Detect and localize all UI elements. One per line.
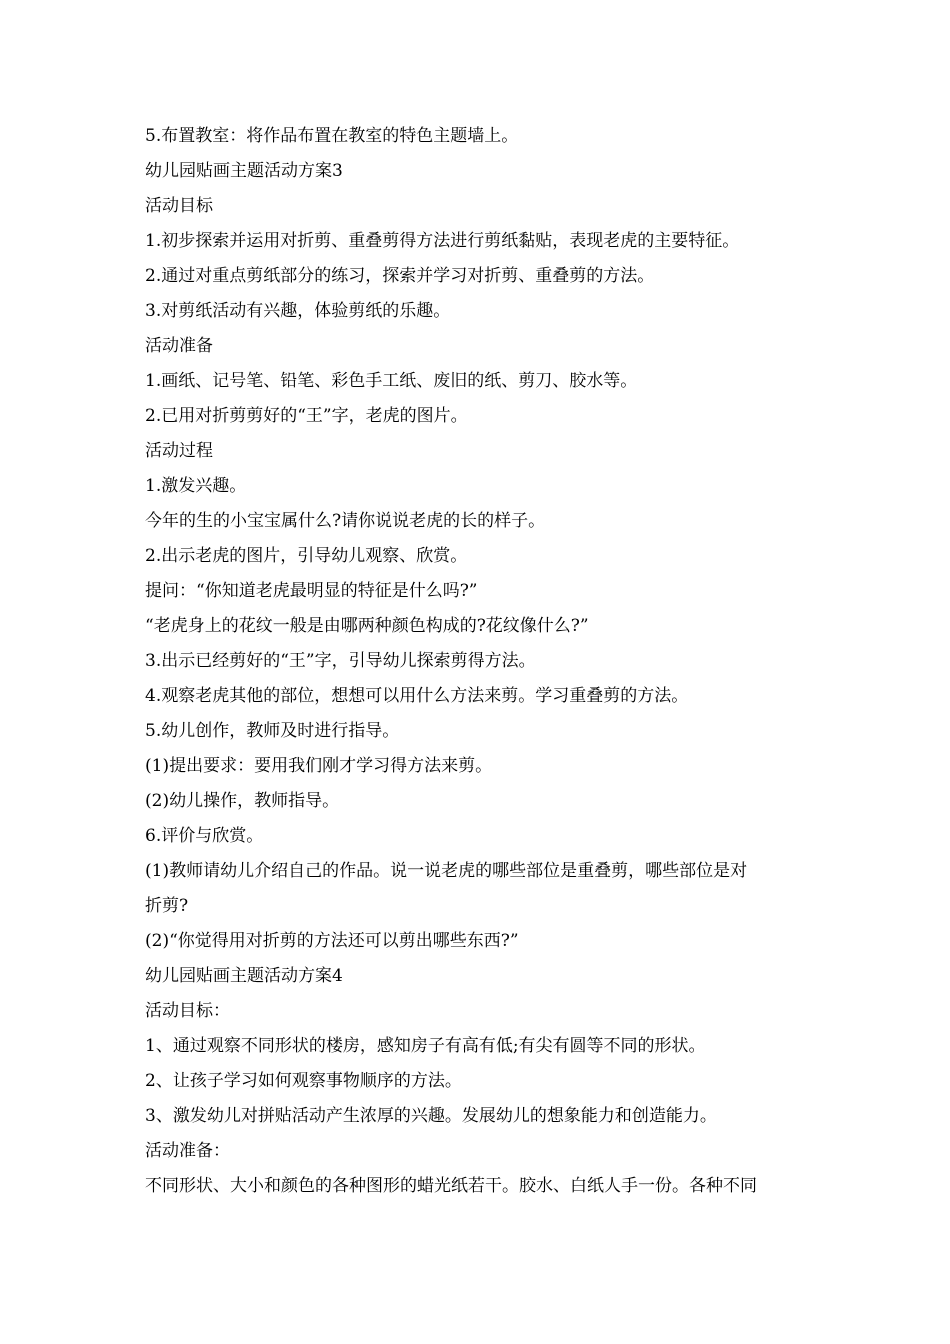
text-line: (2)“你觉得用对折剪的方法还可以剪出哪些东西?” bbox=[145, 931, 519, 951]
text-line: (2)幼儿操作，教师指导。 bbox=[145, 791, 340, 811]
text-line: 1.激发兴趣。 bbox=[145, 476, 247, 496]
text-line: 5.幼儿创作，教师及时进行指导。 bbox=[145, 721, 400, 741]
text-line: 4.观察老虎其他的部位，想想可以用什么方法来剪。学习重叠剪的方法。 bbox=[145, 686, 689, 706]
subheading: 活动准备： bbox=[145, 1141, 230, 1161]
section-heading: 幼儿园贴画主题活动方案4 bbox=[145, 966, 343, 986]
subheading: 活动目标 bbox=[145, 196, 213, 216]
text-line: 提问：“你知道老虎最明显的特征是什么吗?” bbox=[145, 581, 478, 601]
section-heading: 幼儿园贴画主题活动方案3 bbox=[145, 161, 343, 181]
text-line: 3.对剪纸活动有兴趣，体验剪纸的乐趣。 bbox=[145, 301, 451, 321]
text-line: 3、激发幼儿对拼贴活动产生浓厚的兴趣。发展幼儿的想象能力和创造能力。 bbox=[145, 1106, 717, 1126]
text-line: 折剪? bbox=[145, 896, 189, 916]
text-line: (1)教师请幼儿介绍自己的作品。说一说老虎的哪些部位是重叠剪，哪些部位是对 bbox=[145, 861, 748, 881]
text-line: 1.画纸、记号笔、铅笔、彩色手工纸、废旧的纸、剪刀、胶水等。 bbox=[145, 371, 638, 391]
text-line: 2.已用对折剪剪好的“王”字，老虎的图片。 bbox=[145, 406, 468, 426]
subheading: 活动目标： bbox=[145, 1001, 230, 1021]
text-line: 5.布置教室：将作品布置在教室的特色主题墙上。 bbox=[145, 126, 519, 146]
text-line: 不同形状、大小和颜色的各种图形的蜡光纸若干。胶水、白纸人手一份。各种不同 bbox=[145, 1176, 757, 1196]
subheading: 活动过程 bbox=[145, 441, 213, 461]
text-line: 1.初步探索并运用对折剪、重叠剪得方法进行剪纸黏贴，表现老虎的主要特征。 bbox=[145, 231, 740, 251]
text-line: “老虎身上的花纹一般是由哪两种颜色构成的?花纹像什么?” bbox=[145, 616, 589, 636]
text-line: (1)提出要求：要用我们刚才学习得方法来剪。 bbox=[145, 756, 493, 776]
subheading: 活动准备 bbox=[145, 336, 213, 356]
document-body bbox=[145, 119, 810, 1204]
text-line: 2.通过对重点剪纸部分的练习，探索并学习对折剪、重叠剪的方法。 bbox=[145, 266, 655, 286]
text-line: 1、通过观察不同形状的楼房，感知房子有高有低;有尖有圆等不同的形状。 bbox=[145, 1036, 706, 1056]
text-line: 2、让孩子学习如何观察事物顺序的方法。 bbox=[145, 1071, 462, 1091]
text-line: 6.评价与欣赏。 bbox=[145, 826, 264, 846]
text-line: 2.出示老虎的图片，引导幼儿观察、欣赏。 bbox=[145, 546, 468, 566]
text-line: 今年的生的小宝宝属什么?请你说说老虎的长的样子。 bbox=[145, 511, 546, 531]
text-line: 3.出示已经剪好的“王”字，引导幼儿探索剪得方法。 bbox=[145, 651, 536, 671]
